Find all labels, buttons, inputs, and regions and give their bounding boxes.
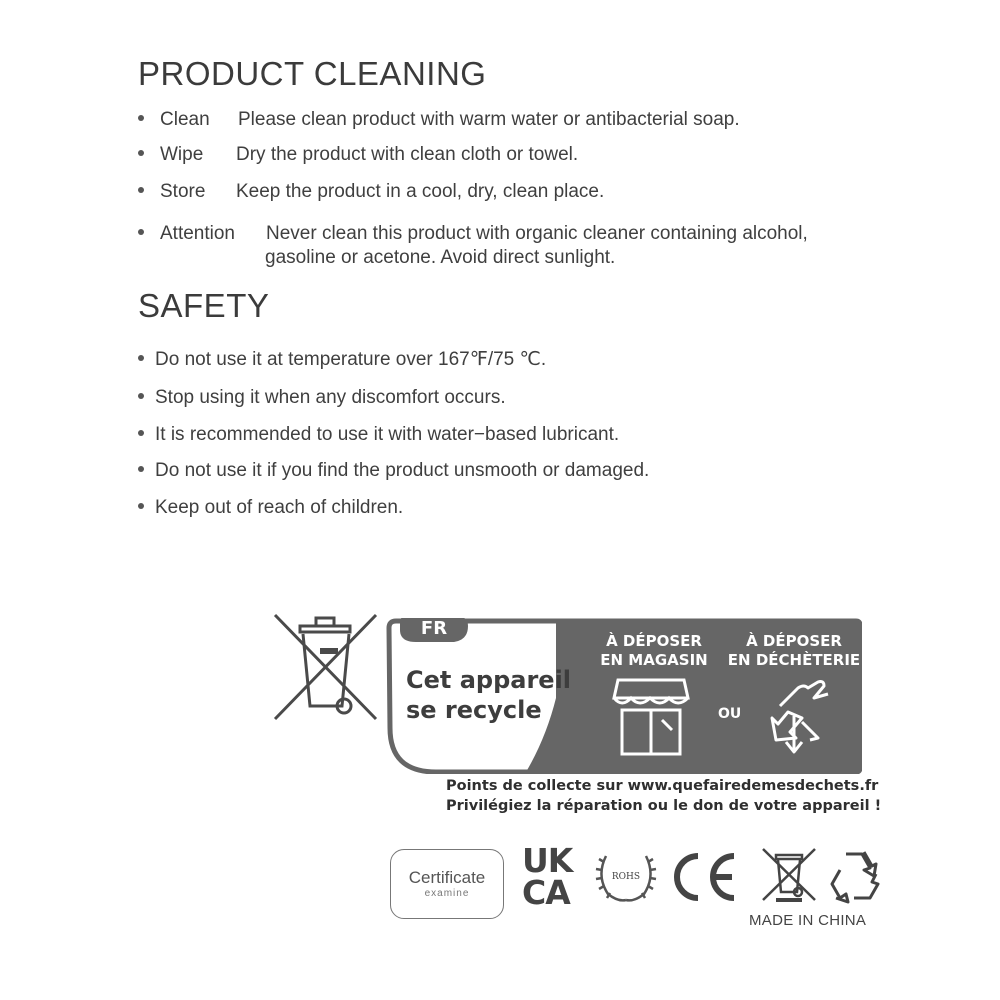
store-drop-label: [584, 632, 724, 670]
store-label-line-1: À DÉPOSER: [606, 632, 702, 650]
bullet-icon: [138, 115, 144, 121]
safety-text: Do not use it at temperature over 167℉/75 ℃.: [155, 349, 547, 370]
bullet-icon: [138, 355, 144, 361]
cleaning-item-store: [138, 180, 605, 204]
item-text: Keep the product in a cool, dry, clean place.: [236, 181, 605, 202]
ukca-mark: [522, 841, 584, 912]
item-text: Please clean product with warm water or antibacterial soap.: [238, 109, 740, 130]
bullet-icon: [138, 466, 144, 472]
safety-text: Do not use it if you find the product unsmooth or damaged.: [155, 460, 650, 481]
collection-points-note: Points de collecte sur www.quefairedemesdechets.fr: [446, 778, 879, 794]
recycle-icon: [826, 848, 884, 904]
safety-item: [138, 386, 506, 410]
bullet-icon: [138, 229, 144, 235]
bullet-icon: [138, 503, 144, 509]
certificate-badge: [390, 849, 504, 919]
cleaning-heading: PRODUCT CLEANING: [138, 55, 487, 92]
safety-text: Keep out of reach of children.: [155, 497, 404, 518]
bullet-icon: [138, 150, 144, 156]
certificate-sub-label: examine: [424, 888, 470, 899]
safety-heading: SAFETY: [138, 287, 270, 324]
item-text-continued: gasoline or acetone. Avoid direct sunlight.: [265, 247, 616, 268]
or-label: OU: [718, 706, 742, 722]
item-label: Clean: [160, 109, 210, 130]
store-label-line-2: EN MAGASIN: [600, 651, 708, 669]
crossed-out-bin-icon: [760, 846, 818, 904]
certificate-label: Certificate: [408, 868, 486, 887]
item-label: Wipe: [160, 144, 204, 165]
item-text: Never clean this product with organic cleaner containing alcohol,: [266, 223, 808, 244]
bullet-icon: [138, 187, 144, 193]
safety-text: Stop using it when any discomfort occurs.: [155, 387, 506, 408]
rohs-label: ROHS: [611, 872, 641, 882]
safety-item: [138, 348, 546, 372]
fr-tag: FR: [420, 618, 448, 639]
recycle-line-1: Cet appareil: [406, 666, 572, 694]
ukca-line-1: UK: [522, 841, 573, 880]
item-label: Store: [160, 181, 206, 202]
bullet-icon: [138, 393, 144, 399]
safety-item: [138, 459, 649, 483]
dump-label-line-1: À DÉPOSER: [746, 632, 842, 650]
crossed-out-wheelie-bin-icon: [272, 612, 380, 722]
bullet-icon: [138, 430, 144, 436]
ukca-line-2: CA: [522, 873, 570, 912]
dump-drop-label: [724, 632, 864, 670]
triman-recycling-panel: [386, 618, 862, 774]
shop-icon: [612, 676, 690, 758]
safety-item: [138, 423, 619, 447]
safety-text: It is recommended to use it with water−based lubricant.: [155, 424, 620, 445]
item-label: Attention: [160, 223, 235, 244]
repair-note: Privilégiez la réparation ou le don de votre appareil !: [446, 798, 882, 814]
safety-item: [138, 496, 403, 520]
cleaning-item-attention: [138, 222, 808, 268]
cleaning-item-wipe: [138, 143, 579, 167]
recycle-line-2: se recycle: [406, 696, 542, 724]
item-text: Dry the product with clean cloth or towel.: [236, 144, 579, 165]
hand-drop-icon: [758, 676, 836, 758]
cleaning-item-clean: [138, 108, 740, 132]
rohs-wreath-icon: [594, 848, 658, 904]
dump-label-line-2: EN DÉCHÈTERIE: [727, 651, 861, 669]
ce-mark: [668, 852, 740, 902]
made-in-label: MADE IN CHINA: [749, 912, 867, 929]
